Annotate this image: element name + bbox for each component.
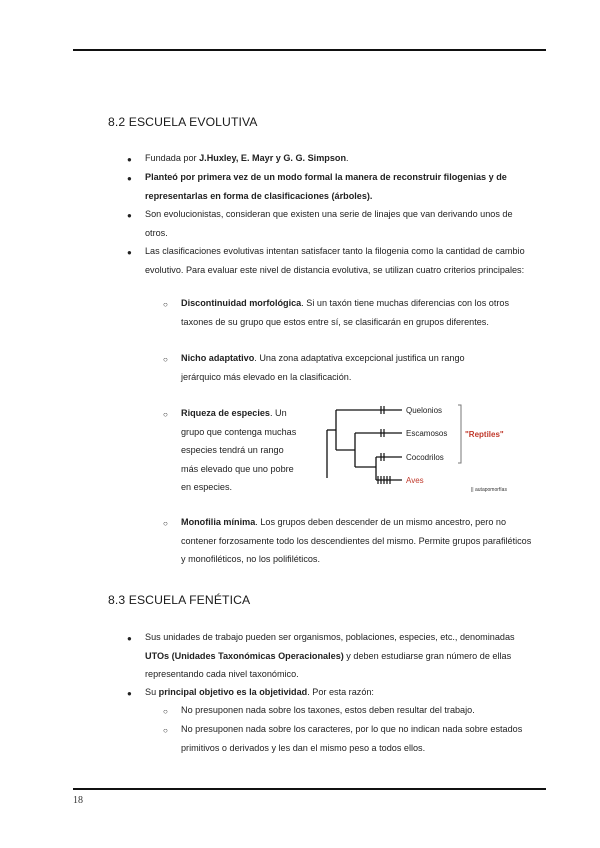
taxon-label-aves: Aves [406, 476, 424, 485]
bold-text: Nicho adaptativo [181, 353, 255, 363]
bullet-dot: ● [127, 634, 132, 643]
text: Su [145, 687, 159, 697]
sub-item-discontinuidad [181, 294, 536, 331]
sub-item-monofilia [181, 513, 536, 569]
text: Fundada por [145, 153, 200, 163]
list-item-unidades [145, 628, 525, 684]
bullet-dot: ● [127, 248, 132, 257]
bullet-dot: ● [127, 689, 132, 698]
list-item-objetivo [145, 683, 525, 702]
sub-item-nicho [181, 349, 506, 386]
sub-bullet-circle: ○ [163, 300, 168, 309]
text: . Por esta razón: [307, 687, 374, 697]
section-heading-evolutiva: 8.2 ESCUELA EVOLUTIVA [108, 115, 258, 129]
group-label-reptiles: "Reptiles" [465, 430, 504, 439]
list-item-clasificaciones: Las clasificaciones evolutivas intentan satisfacer tanto la filogenia como la cantidad de cambio evolutivo. Para evaluar este nivel de distancia evolutiva, se utilizan cuatro criterios principales: [145, 246, 525, 275]
bold-text: Discontinuidad morfológica [181, 298, 302, 308]
bold-text: Planteó por primera vez de un modo formal la manera de reconstruir filogenias y de representarlas en forma de clasificaciones (árboles). [145, 172, 507, 201]
text: . Un grupo que contenga muchas especies tendrá un rango más elevado que uno pobre en especies. [181, 408, 297, 492]
text: Sus unidades de trabajo pueden ser organismos, poblaciones, especies, etc., denominadas [145, 632, 515, 642]
footer-rule [73, 788, 546, 790]
sub-item-riqueza [181, 404, 299, 497]
text: . Si un taxón tiene muchas diferencias con los otros taxones de su grupo que estos entre sí, se clasificarán en grupos diferentes. [181, 298, 510, 327]
bold-text: J.Huxley, E. Mayr y G. G. Simpson [199, 153, 347, 163]
list-item-evolucionistas: Son evolucionistas, consideran que existen una serie de linajes que van derivando unos de otros. [145, 209, 513, 238]
header-rule [73, 49, 546, 51]
sub-bullet-circle: ○ [163, 726, 168, 735]
taxon-label-quelonios: Quelonios [406, 406, 443, 415]
sub-item-caracteres: No presuponen nada sobre los caracteres, por lo que no indican nada sobre estados primitivos o derivados y les dan el mismo peso a todos ellos. [181, 724, 523, 753]
list-item-fundada [145, 149, 530, 168]
bold-text: Riqueza de especies [181, 408, 270, 418]
section-heading-fenetica: 8.3 ESCUELA FENÉTICA [108, 593, 251, 607]
sub-item-taxones: No presuponen nada sobre los taxones, estos deben resultar del trabajo. [181, 705, 475, 715]
page-number: 18 [73, 795, 83, 806]
taxon-label-escamosos: Escamosos [406, 429, 448, 438]
bold-text: principal objetivo es la objetividad [158, 687, 308, 697]
taxon-label-cocodrilos: Cocodrilos [406, 453, 444, 462]
sub-bullet-circle: ○ [163, 410, 168, 419]
text: . [346, 153, 349, 163]
text: y deben estudiarse gran número de ellas representando cada nivel taxonómico. [145, 650, 512, 679]
text: . Los grupos deben descender de un mismo ancestro, pero no contener forzosamente todo los descendientes del mismo. Permite grupos parafiléticos y monofiléticos, no los polifiléticos. [181, 517, 532, 564]
bold-text: UTOs (Unidades Taxonómicas Operacionales) [145, 650, 344, 661]
cladogram-figure [318, 400, 548, 496]
bullet-dot: ● [127, 155, 132, 164]
sub-bullet-circle: ○ [163, 519, 168, 528]
list-item-planteo [145, 168, 535, 205]
sub-bullet-circle: ○ [163, 355, 168, 364]
bullet-dot: ● [127, 174, 132, 183]
text: . Una zona adaptativa excepcional justifica un rango jerárquico más elevado en la clasificación. [181, 353, 465, 382]
legend-autapomorfias: || autapomorfías [471, 487, 507, 493]
bullet-dot: ● [127, 211, 132, 220]
bold-text: Monofilia mínima [181, 517, 256, 527]
sub-bullet-circle: ○ [163, 707, 168, 716]
